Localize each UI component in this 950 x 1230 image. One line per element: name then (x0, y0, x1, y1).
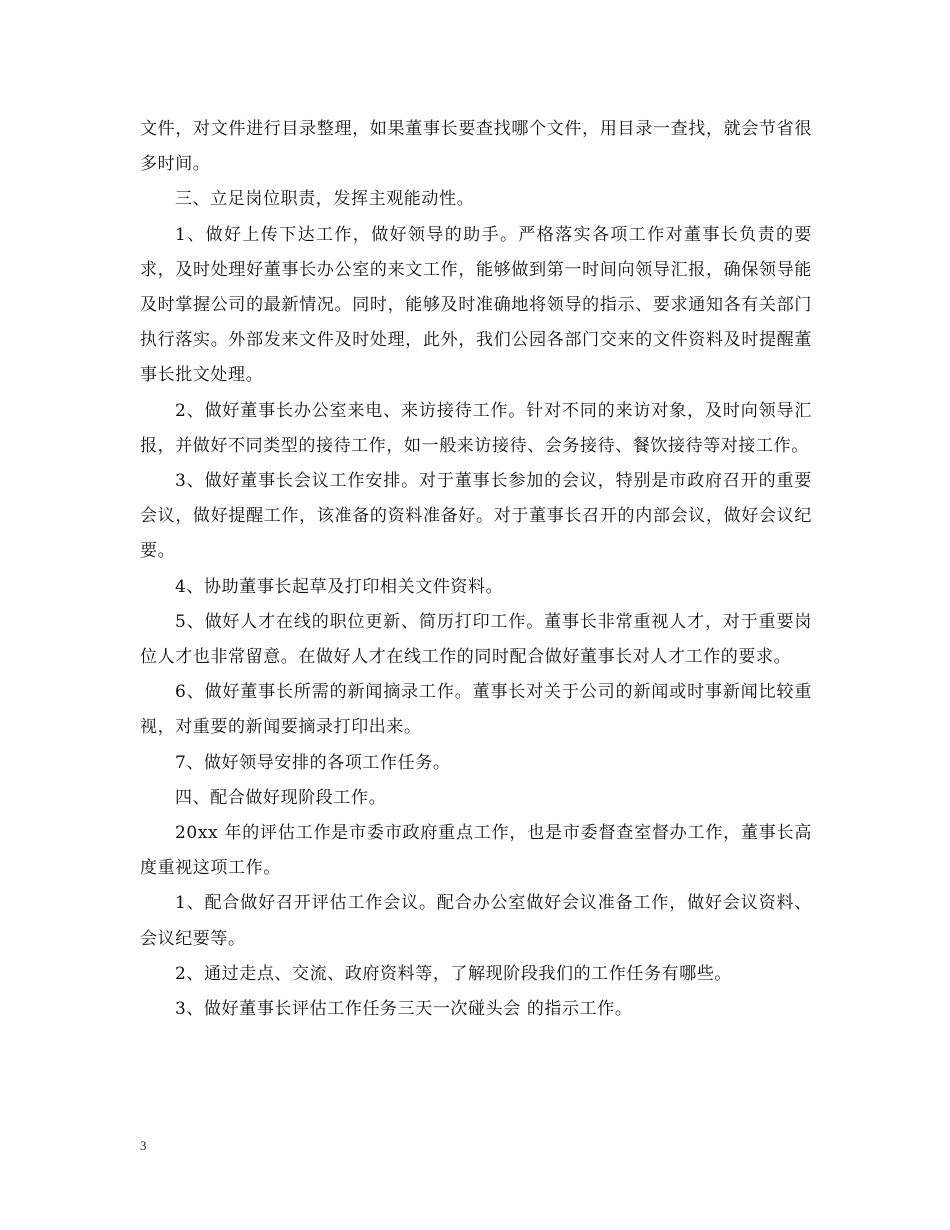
paragraph: 3、做好董事长会议工作安排。对于董事长参加的会议，特别是市政府召开的重要会议，做好提醒工作，该准备的资料准备好。对于董事长召开的内部会议，做好会议纪要。 (140, 471, 812, 562)
paragraph: 1、配合做好召开评估工作会议。配合办公室做好会议准备工作，做好会议资料、会议纪要等。 (140, 893, 812, 949)
section-heading: 三、立足岗位职责，发挥主观能动性。 (175, 189, 475, 210)
paragraph: 3、做好董事长评估工作任务三天一次碰头会 的指示工作。 (175, 999, 633, 1020)
paragraph: 20xx 年的评估工作是市委市政府重点工作，也是市委督查室督办工作，董事长高度重视这项工作。 (140, 823, 812, 879)
page-number: 3 (140, 1138, 147, 1153)
paragraph: 1、做好上传下达工作，做好领导的助手。严格落实各项工作对董事长负责的要求，及时处理好董事长办公室的来文工作，能够做到第一时间向领导汇报，确保领导能及时掌握公司的最新情况。同时，能够及时准确地将领导的指示、要求通知各有关部门执行落实。外部发来文件及时处理，此外，我们公园各部门交来的文件资料及时提醒董事长批文处理。 (140, 224, 812, 386)
paragraph: 6、做好董事长所需的新闻摘录工作。董事长对关于公司的新闻或时事新闻比较重视，对重要的新闻要摘录打印出来。 (140, 682, 812, 738)
paragraph: 5、做好人才在线的职位更新、简历打印工作。董事长非常重视人才，对于重要岗位人才也非常留意。在做好人才在线工作的同时配合做好董事长对人才工作的要求。 (140, 611, 812, 668)
document-body (140, 112, 812, 1027)
paragraph: 2、做好董事长办公室来电、来访接待工作。针对不同的来访对象，及时向领导汇报，并做好不同类型的接待工作，如一般来访接待、会务接待、餐饮接待等对接工作。 (140, 400, 812, 456)
paragraph: 文件，对文件进行目录整理，如果董事长要查找哪个文件，用目录一查找，就会节省很多时间。 (140, 119, 812, 175)
section-heading: 四、配合做好现阶段工作。 (175, 787, 387, 808)
paragraph: 4、协助董事长起草及打印相关文件资料。 (175, 576, 504, 597)
paragraph: 7、做好领导安排的各项工作任务。 (175, 752, 451, 773)
paragraph: 2、通过走点、交流、政府资料等，了解现阶段我们的工作任务有哪些。 (175, 963, 733, 984)
